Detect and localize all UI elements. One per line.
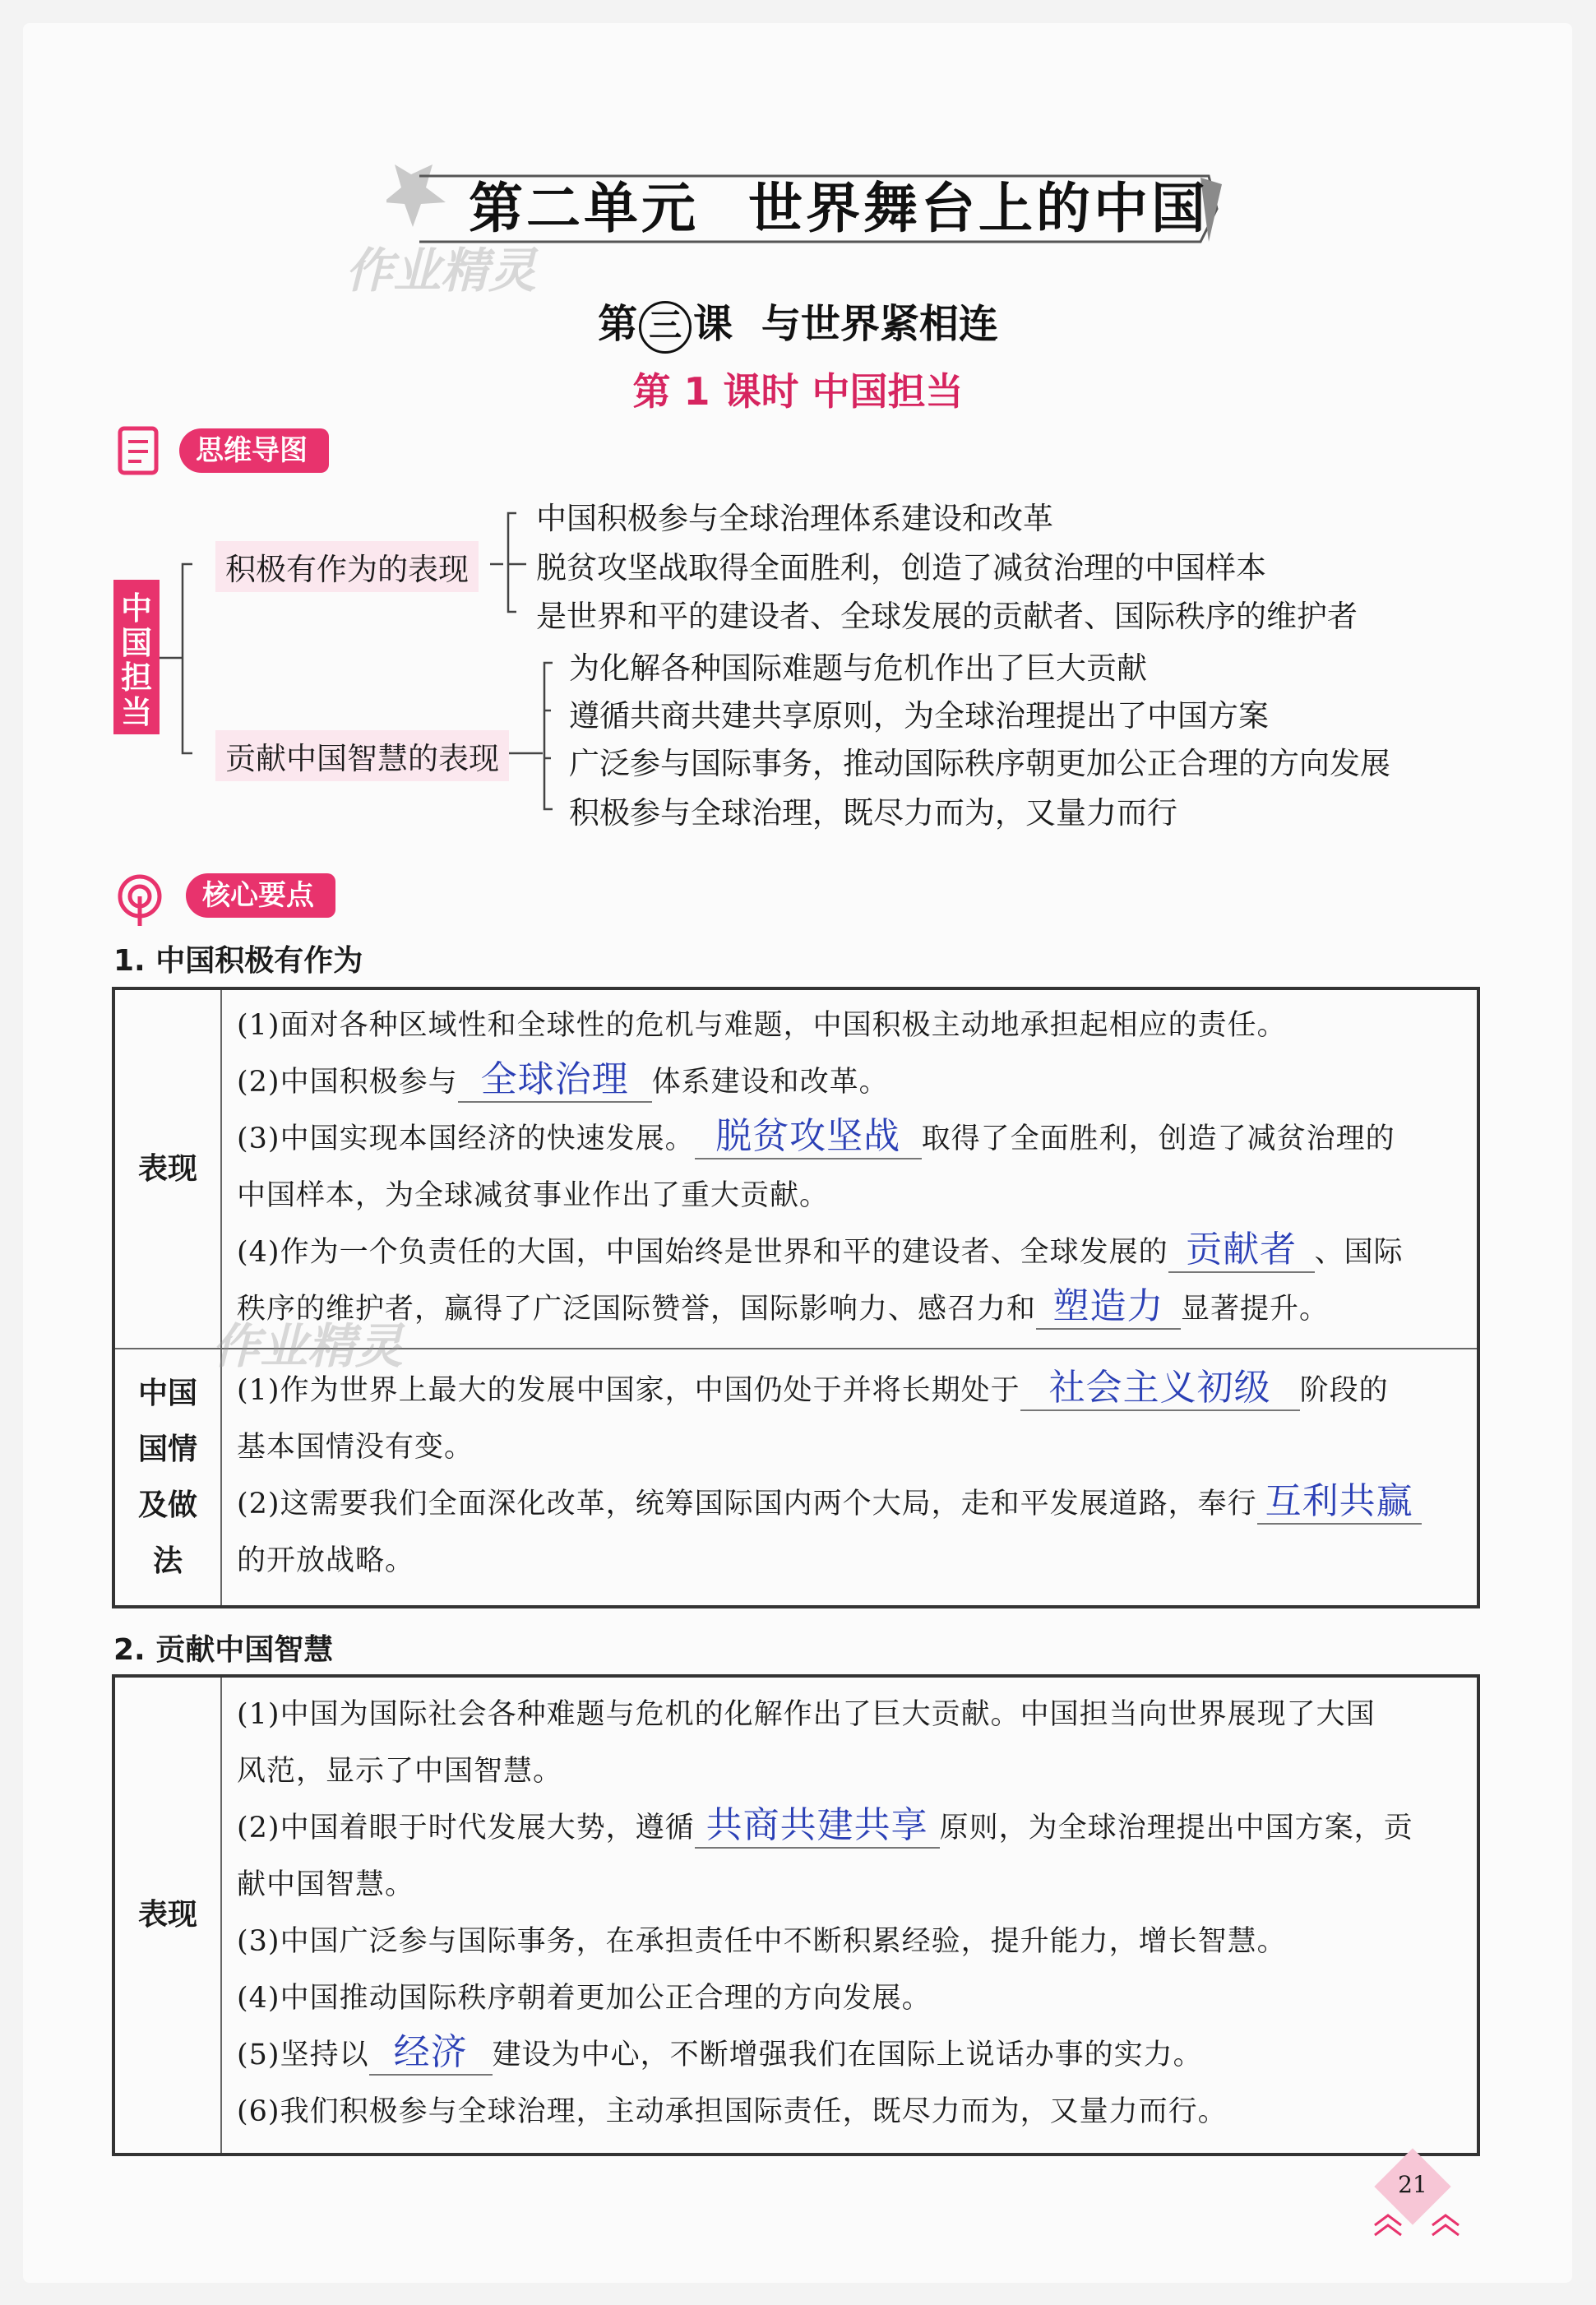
item-1-cont: 基本国情没有变。 [237, 1430, 474, 1464]
text: (3)中国实现本国经济的快速发展。 [237, 1122, 695, 1155]
answer-blank[interactable]: 贡献者 [1168, 1229, 1315, 1273]
item-1: (1)面对各种区域性和全球性的危机与难题，中国积极主动地承担起相应的责任。 [237, 1008, 1287, 1042]
row-label [113, 1349, 221, 1607]
item-2-cont: 献中国智慧。 [237, 1868, 415, 1901]
answer-blank[interactable]: 互利共赢 [1257, 1480, 1422, 1525]
answer-blank[interactable]: 全球治理 [458, 1058, 652, 1103]
text: 体系建设和改革。 [651, 1065, 889, 1099]
mindmap-leaf: 脱贫攻坚战取得全面胜利，创造了减贫治理的中国样本 [536, 550, 1266, 586]
answer-blank[interactable]: 经济 [369, 2031, 493, 2076]
answer-blank[interactable]: 脱贫攻坚战 [695, 1115, 922, 1159]
unit-name: 世界舞台上的中国 [748, 176, 1209, 240]
section-1-title: 1. 中国积极有作为 [113, 944, 363, 978]
unit-number: 第二单元 [469, 176, 699, 240]
mindmap-leaf: 广泛参与国际事务，推动国际秩序朝更加公正合理的方向发展 [569, 746, 1390, 781]
page-number: 21 [1398, 2171, 1427, 2198]
mindmap-tag: 思维导图 [179, 428, 329, 473]
mindmap-leaf: 积极参与全球治理，既尽力而为，又量力而行 [569, 795, 1177, 831]
mindmap-leaf: 遵循共商共建共享原则，为全球治理提出了中国方案 [569, 698, 1269, 734]
table-row [113, 1349, 1478, 1607]
text: 原则，为全球治理提出中国方案，贡 [939, 1812, 1413, 1844]
mindmap-root: 中国担当 [113, 580, 160, 734]
answer-blank[interactable]: 塑造力 [1036, 1285, 1181, 1330]
chevron-decoration-icon [1372, 2209, 1462, 2242]
period-title: 第 1 课时 中国担当 [632, 369, 964, 414]
item-2 [237, 1476, 1469, 1533]
text: 秩序的维护者，赢得了广泛国际赞誉，国际影响力、感召力和 [237, 1292, 1037, 1326]
item-3-cont: 中国样本，为全球减贫事业作出了重大贡献。 [237, 1178, 830, 1212]
table-1 [112, 987, 1480, 1608]
row-label-text: 中国国情及做法 [137, 1376, 197, 1578]
row-label: 表现 [113, 988, 221, 1349]
mindmap-leaf: 为化解各种国际难题与危机作出了巨大贡献 [569, 650, 1147, 686]
text: 、国际 [1314, 1235, 1404, 1269]
item-1 [237, 1363, 1469, 1419]
item-6: (6)我们积极参与全球治理，主动承担国际责任，既尽力而为，又量力而行。 [237, 2095, 1228, 2128]
core-points-tag: 核心要点 [186, 873, 335, 918]
lesson-prefix: 第 [598, 301, 638, 347]
mindmap-leaf: 中国积极参与全球治理体系建设和改革 [536, 501, 1053, 536]
mindmap-branch-1: 积极有作为的表现 [215, 541, 479, 592]
text: 阶段的 [1299, 1373, 1389, 1407]
text: (1)作为世界上最大的发展中国家，中国仍处于并将长期处于 [237, 1373, 1020, 1407]
item-2-cont: 的开放战略。 [237, 1544, 415, 1577]
text: (2)中国着眼于时代发展大势，遵循 [237, 1812, 695, 1844]
item-1: (1)中国为国际社会各种难题与危机的化解作出了巨大贡献。中国担当向世界展现了大国 [237, 1698, 1376, 1731]
table-row [113, 988, 1478, 1349]
text: (5)坚持以 [237, 2039, 369, 2071]
text: 建设为中心，不断增强我们在国际上说话办事的实力。 [492, 2039, 1203, 2071]
section-2-title: 2. 贡献中国智慧 [113, 1633, 334, 1667]
item-3: (3)中国广泛参与国际事务，在承担责任中不断积累经验，提升能力，增长智慧。 [237, 1925, 1287, 1958]
item-4: (4)中国推动国际秩序朝着更加公正合理的方向发展。 [237, 1982, 932, 2015]
lesson-name: 与世界紧相连 [761, 301, 998, 347]
lesson-number-circle: 三 [639, 301, 692, 354]
item-4 [237, 1224, 1469, 1281]
row-content [221, 1676, 1478, 2155]
text: (2)中国积极参与 [237, 1065, 458, 1099]
row-content [221, 1349, 1478, 1607]
item-2 [237, 1054, 1469, 1111]
watermark-middle: 作业精灵 [212, 1318, 404, 1374]
target-icon [115, 870, 168, 928]
answer-blank[interactable]: 共商共建共享 [695, 1804, 940, 1849]
lesson-suffix: 课 [693, 301, 733, 347]
item-1-cont: 风范，显示了中国智慧。 [237, 1755, 563, 1788]
mindmap-leaf: 是世界和平的建设者、全球发展的贡献者、国际秩序的维护者 [536, 599, 1358, 634]
mindmap-branch-2: 贡献中国智慧的表现 [215, 730, 509, 781]
row-content [221, 988, 1478, 1349]
item-4-cont [237, 1281, 1469, 1338]
item-3 [237, 1111, 1469, 1168]
table-2 [112, 1674, 1480, 2156]
text: (2)这需要我们全面深化改革，统筹国际国内两个大局，走和平发展道路，奉行 [237, 1487, 1257, 1520]
table-row [113, 1676, 1478, 2155]
item-2 [237, 1800, 1469, 1857]
row-label: 表现 [113, 1676, 221, 2155]
answer-blank[interactable]: 社会主义初级 [1020, 1367, 1300, 1411]
text: 显著提升。 [1181, 1292, 1330, 1326]
text: 取得了全面胜利，创造了减贫治理的 [921, 1122, 1395, 1155]
watermark-top: 作业精灵 [345, 243, 537, 299]
item-5 [237, 2027, 1469, 2084]
text: (4)作为一个负责任的大国，中国始终是世界和平的建设者、全球发展的 [237, 1235, 1168, 1269]
